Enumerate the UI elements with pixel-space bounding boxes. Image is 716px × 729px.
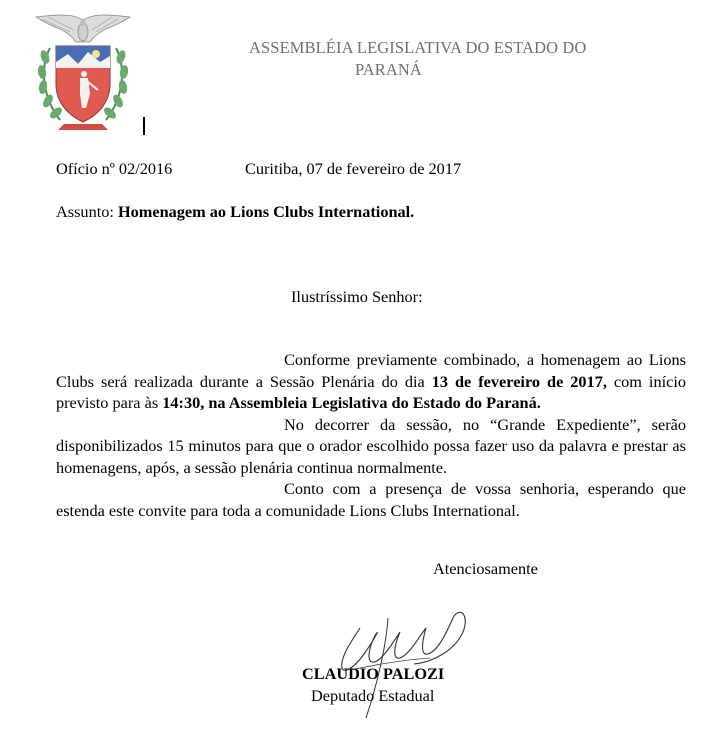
letter-date: Curitiba, 07 de fevereiro de 2017 <box>245 159 462 178</box>
p1-text-a: Conforme previamente combinado, a homenagem ao Lions Clubs será realizada durante a Sessão Plenária do dia <box>56 350 686 391</box>
p1-text-c: com início previsto para às <box>56 371 687 412</box>
signer-title: Deputado Estadual <box>311 686 435 705</box>
p1-session-time-place: 14:30, na Assembleia Legislativa do Estado do Paraná. <box>162 393 541 412</box>
letter-body <box>56 349 686 521</box>
paragraph-2: No decorrer da sessão, no “Grande Expediente”, serão disponibilizados 15 minutos para que o orador escolhido possa fazer uso da palavra e prestar as homenagens, após, a sessão plenária continua normalmente. <box>56 414 686 477</box>
subject-label: Assunto: <box>56 202 114 221</box>
signer-name: CLAUDIO PALOZI <box>302 664 445 683</box>
coat-of-arms-icon <box>30 12 136 134</box>
closing: Atenciosamente <box>433 559 538 578</box>
salutation: Ilustríssimo Senhor: <box>291 287 423 306</box>
oficio-number: Ofício nº 02/2016 <box>56 159 173 178</box>
paragraph-1 <box>56 349 686 414</box>
paragraph-3: Conto com a presença de vossa senhoria, esperando que estenda este convite para toda a comunidade Lions Clubs International. <box>56 479 686 520</box>
subject-text: Homenagem ao Lions Clubs International. <box>117 202 415 221</box>
header-line-1: ASSEMBLÉIA LEGISLATIVA DO ESTADO DO <box>249 38 587 57</box>
p1-session-date: 13 de fevereiro de 2017, <box>431 371 607 391</box>
text-cursor <box>143 117 145 135</box>
subject-line <box>56 201 414 223</box>
header-line-2: PARANÁ <box>355 60 422 79</box>
